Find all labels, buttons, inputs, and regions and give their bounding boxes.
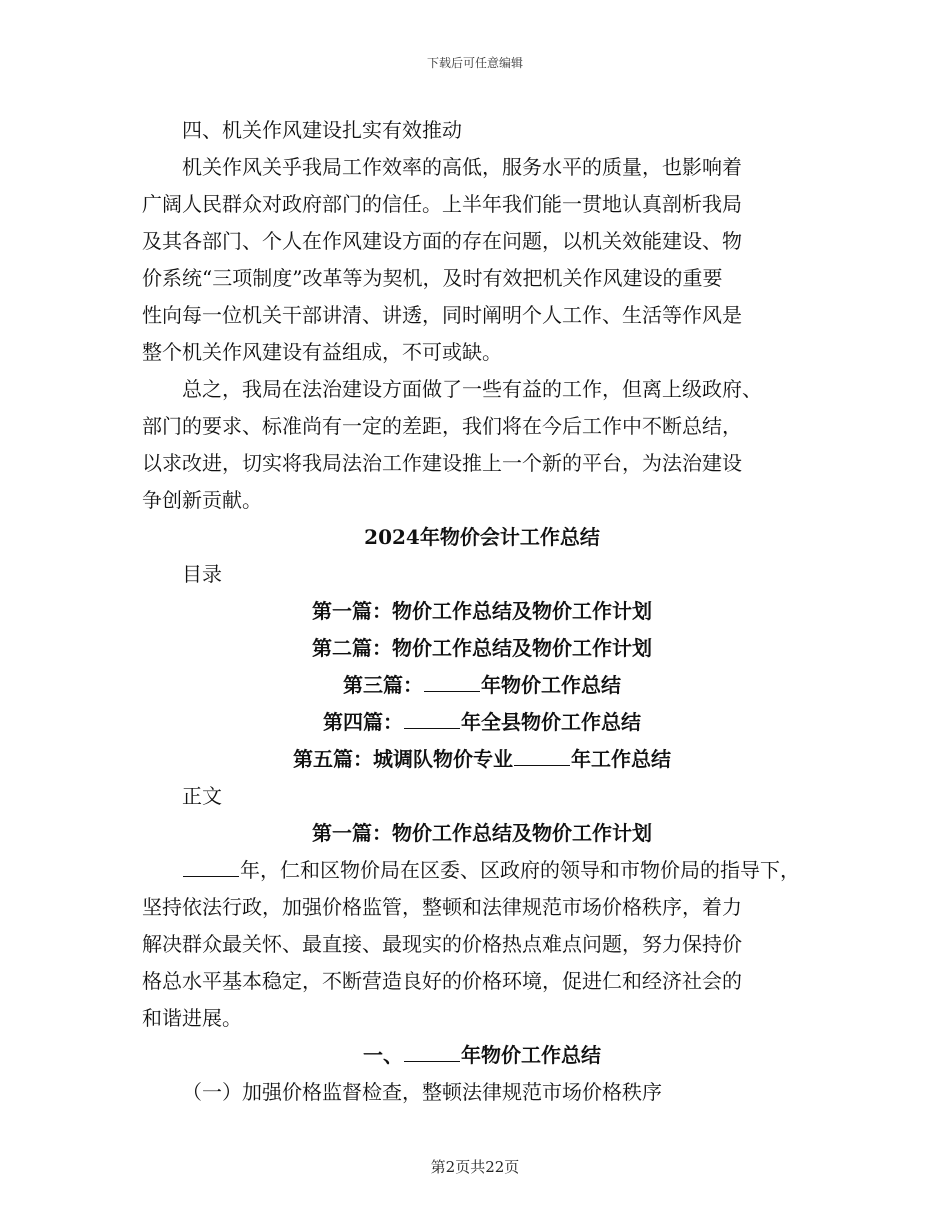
- toc-item: [142, 593, 822, 630]
- paragraph-line: 解决群众最关怀、最直接、最现实的价格热点难点问题，努力保持价: [142, 932, 742, 956]
- blank-underline: [183, 858, 239, 877]
- paragraph-text: 年，仁和区物价局在区委、区政府的领导和市物价局的指导下，: [240, 858, 800, 882]
- paragraph-line: 及其各部门、个人在作风建设方面的存在问题，以机关效能建设、物: [142, 229, 742, 253]
- toc-item: [142, 667, 822, 704]
- toc-item-suffix: 年全县物价工作总结: [461, 710, 641, 734]
- paragraph-line: 部门的要求、标准尚有一定的差距，我们将在今后工作中不断总结，: [142, 414, 742, 438]
- paragraph-line: 广阔人民群众对政府部门的信任。上半年我们能一贯地认真剖析我局: [142, 192, 742, 216]
- paragraph-line: [142, 852, 822, 889]
- paragraph-line: 总之，我局在法治建设方面做了一些有益的工作，但离上级政府、: [182, 377, 762, 401]
- section-heading: 四、机关作风建设扎实有效推动: [182, 118, 462, 142]
- document-title: 2024年物价会计工作总结: [364, 525, 600, 549]
- toc-item-suffix: 年物价工作总结: [481, 673, 621, 697]
- paragraph-line: 价系统“三项制度”改革等为契机，及时有效把机关作风建设的重要: [142, 266, 723, 290]
- blank-underline: [404, 710, 460, 729]
- paragraph-line: 整个机关作风建设有益组成，不可或缺。: [142, 340, 502, 364]
- toc-item-prefix: 第四篇：: [323, 710, 403, 734]
- document-content: [142, 112, 822, 1111]
- toc-item-text: 第一篇：物价工作总结及物价工作计划: [312, 599, 652, 623]
- blank-underline: [404, 1043, 460, 1062]
- toc-item-suffix: 年工作总结: [571, 747, 671, 771]
- toc-item-prefix: 第五篇：城调队物价专业: [293, 747, 513, 771]
- toc-item: [142, 741, 822, 778]
- paragraph-line: 和谐进展。: [142, 1006, 242, 1030]
- paragraph-line: 性向每一位机关干部讲清、讲透，同时阐明个人工作、生活等作风是: [142, 303, 742, 327]
- toc-item: [142, 704, 822, 741]
- blank-underline: [424, 673, 480, 692]
- paragraph-line: 格总水平基本稳定，不断营造良好的价格环境，促进仁和经济社会的: [142, 969, 742, 993]
- section-heading: [142, 1037, 822, 1074]
- paragraph-line: 机关作风关乎我局工作效率的高低，服务水平的质量，也影响着: [182, 155, 742, 179]
- paragraph-line: 坚持依法行政，加强价格监管，整顿和法律规范市场价格秩序，着力: [142, 895, 742, 919]
- paragraph-line: 争创新贡献。: [142, 488, 262, 512]
- chapter-title: 第一篇：物价工作总结及物价工作计划: [312, 821, 652, 845]
- page-number: 第2页共22页: [430, 1158, 520, 1176]
- toc-item: [142, 630, 822, 667]
- paragraph-line: 以求改进，切实将我局法治工作建设推上一个新的平台，为法治建设: [142, 451, 742, 475]
- section-heading-suffix: 年物价工作总结: [461, 1043, 601, 1067]
- toc-label: 目录: [182, 562, 222, 586]
- toc-item-prefix: 第三篇：: [343, 673, 423, 697]
- subsection-heading: （一）加强价格监督检查，整顿法律规范市场价格秩序: [182, 1080, 662, 1104]
- header-note: 下载后可任意编辑: [426, 56, 523, 70]
- blank-underline: [514, 747, 570, 766]
- section-heading-prefix: 一、: [363, 1043, 403, 1067]
- toc-item-text: 第二篇：物价工作总结及物价工作计划: [312, 636, 652, 660]
- body-label: 正文: [182, 784, 222, 808]
